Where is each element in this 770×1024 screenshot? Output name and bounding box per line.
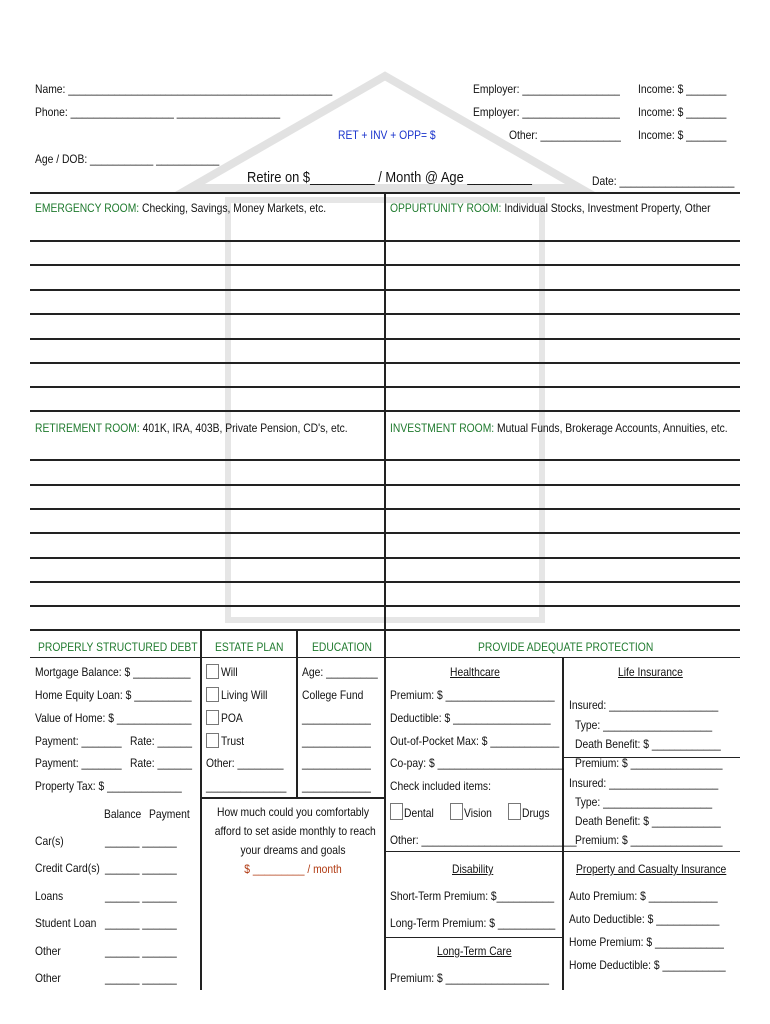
debt-row-label: Other bbox=[35, 971, 61, 985]
payment-field-1[interactable]: Payment: _______ bbox=[35, 734, 122, 748]
auto-deductible-field[interactable]: Auto Deductible: $ ___________ bbox=[569, 912, 720, 926]
goal-line-2: afford to set aside monthly to reach bbox=[214, 824, 376, 838]
opportunity-room-desc: Individual Stocks, Investment Property, Other bbox=[504, 201, 711, 215]
room-line[interactable] bbox=[30, 313, 740, 315]
education-age-field[interactable]: Age: _________ bbox=[302, 665, 378, 679]
room-line[interactable] bbox=[30, 264, 740, 266]
goal-box bbox=[202, 805, 384, 876]
life-insured-field-2[interactable]: Insured: ___________________ bbox=[569, 776, 719, 790]
goal-line-3: your dreams and goals bbox=[240, 843, 346, 857]
estate-other-field[interactable]: Other: ________ bbox=[206, 756, 284, 770]
debt-row-blanks[interactable]: ______ ______ bbox=[105, 971, 177, 985]
home-deductible-field[interactable]: Home Deductible: $ ___________ bbox=[569, 958, 726, 972]
life-bottom-line bbox=[562, 851, 740, 852]
debt-row-label: Credit Card(s) bbox=[35, 861, 100, 875]
college-fund-label: College Fund bbox=[302, 688, 364, 702]
opportunity-room-title: OPPURTUNITY ROOM: bbox=[390, 201, 502, 215]
estate-title: ESTATE PLAN bbox=[215, 640, 284, 654]
income-field-2[interactable]: Income: $ _______ bbox=[638, 105, 727, 119]
death-benefit-field-1[interactable]: Death Benefit: $ ____________ bbox=[575, 737, 721, 751]
healthcare-other-field[interactable]: Other: ___________________________ bbox=[390, 833, 577, 847]
debt-row-label: Car(s) bbox=[35, 834, 64, 848]
home-value-field[interactable]: Value of Home: $ _____________ bbox=[35, 711, 192, 725]
payment-column-header: Payment bbox=[149, 807, 190, 821]
formula-label: RET + INV + OPP= $ bbox=[338, 128, 436, 142]
estate-other-blank[interactable]: ______________ bbox=[206, 779, 287, 793]
name-field[interactable]: Name: ______________________________________________ bbox=[35, 82, 333, 96]
estate-item-label: Living Will bbox=[221, 688, 268, 702]
college-fund-blank-1[interactable]: ____________ bbox=[302, 711, 371, 725]
room-line[interactable] bbox=[30, 289, 740, 291]
emergency-room-title: EMERGENCY ROOM: bbox=[35, 201, 140, 215]
room-line[interactable] bbox=[30, 581, 740, 583]
retirement-room-title: RETIREMENT ROOM: bbox=[35, 421, 140, 435]
debt-row-blanks[interactable]: ______ ______ bbox=[105, 889, 177, 903]
goal-line-1: How much could you comfortably bbox=[216, 805, 370, 819]
estate-checkbox[interactable] bbox=[206, 687, 219, 702]
room-line[interactable] bbox=[30, 508, 740, 510]
estate-title-underline bbox=[200, 657, 384, 658]
emergency-room-header bbox=[35, 201, 326, 215]
estate-checkbox[interactable] bbox=[206, 664, 219, 679]
education-title: EDUCATION bbox=[312, 640, 373, 654]
college-fund-blank-3[interactable]: ____________ bbox=[302, 756, 371, 770]
healthcare-item-label: Drugs bbox=[522, 806, 550, 820]
long-term-premium-field[interactable]: Long-Term Premium: $ __________ bbox=[390, 916, 556, 930]
healthcare-checkbox[interactable] bbox=[508, 803, 521, 820]
emergency-room-desc: Checking, Savings, Money Markets, etc. bbox=[142, 201, 327, 215]
employer-field-1[interactable]: Employer: _________________ bbox=[473, 82, 620, 96]
debt-row-label: Student Loan bbox=[35, 916, 97, 930]
room-line[interactable] bbox=[30, 532, 740, 534]
balance-column-header: Balance bbox=[104, 807, 142, 821]
debt-row-blanks[interactable]: ______ ______ bbox=[105, 834, 177, 848]
healthcare-deductible-field[interactable]: Deductible: $ _________________ bbox=[390, 711, 551, 725]
income-field-1[interactable]: Income: $ _______ bbox=[638, 82, 727, 96]
disability-bottom-line bbox=[384, 937, 562, 938]
middle-border bbox=[30, 410, 740, 412]
home-equity-field[interactable]: Home Equity Loan: $ __________ bbox=[35, 688, 192, 702]
death-benefit-field-2[interactable]: Death Benefit: $ ____________ bbox=[575, 814, 721, 828]
healthcare-bottom-line bbox=[384, 851, 562, 852]
ltc-title: Long-Term Care bbox=[437, 944, 512, 958]
healthcare-premium-field[interactable]: Premium: $ ___________________ bbox=[390, 688, 555, 702]
healthcare-checkbox[interactable] bbox=[390, 803, 403, 820]
room-line[interactable] bbox=[30, 386, 740, 388]
estate-education-divider bbox=[296, 630, 298, 798]
life-insured-field-1[interactable]: Insured: ___________________ bbox=[569, 698, 719, 712]
life-type-field-2[interactable]: Type: ___________________ bbox=[575, 795, 713, 809]
disability-title: Disability bbox=[452, 862, 494, 876]
date-field[interactable]: Date: ____________________ bbox=[592, 174, 735, 188]
auto-premium-field[interactable]: Auto Premium: $ ____________ bbox=[569, 889, 718, 903]
income-field-3[interactable]: Income: $ _______ bbox=[638, 128, 727, 142]
room-line[interactable] bbox=[30, 605, 740, 607]
protection-center-divider bbox=[562, 657, 564, 990]
investment-room-title: INVESTMENT ROOM: bbox=[390, 421, 495, 435]
phone-field[interactable]: Phone: __________________ __________________ bbox=[35, 105, 281, 119]
oop-max-field[interactable]: Out-of-Pocket Max: $ ____________ bbox=[390, 734, 560, 748]
healthcare-title: Healthcare bbox=[450, 665, 500, 679]
room-line[interactable] bbox=[30, 557, 740, 559]
ltc-premium-field[interactable]: Premium: $ __________________ bbox=[390, 971, 549, 985]
other-income-field[interactable]: Other: ______________ bbox=[509, 128, 621, 142]
estate-item-label: Will bbox=[221, 665, 238, 679]
protection-left-divider bbox=[384, 630, 386, 990]
room-line[interactable] bbox=[30, 338, 740, 340]
pc-insurance-title: Property and Casualty Insurance bbox=[576, 862, 727, 876]
mortgage-balance-field[interactable]: Mortgage Balance: $ __________ bbox=[35, 665, 191, 679]
debt-title-underline bbox=[30, 657, 200, 658]
life-premium-field-2[interactable]: Premium: $ ________________ bbox=[575, 833, 723, 847]
life-premium-field-1[interactable]: Premium: $ ________________ bbox=[575, 756, 723, 770]
debt-row-blanks[interactable]: ______ ______ bbox=[105, 861, 177, 875]
check-items-label: Check included items: bbox=[390, 779, 491, 793]
payment-field-2[interactable]: Payment: _______ bbox=[35, 756, 122, 770]
debt-row-label: Other bbox=[35, 944, 61, 958]
retirement-room-desc: 401K, IRA, 403B, Private Pension, CD's, etc. bbox=[142, 421, 348, 435]
estate-checkbox[interactable] bbox=[206, 710, 219, 725]
estate-item-label: POA bbox=[221, 711, 243, 725]
retire-field[interactable]: Retire on $_________ / Month @ Age _________ bbox=[247, 169, 532, 186]
rate-field-2[interactable]: Rate: ______ bbox=[130, 756, 192, 770]
healthcare-item-label: Dental bbox=[404, 806, 434, 820]
room-line[interactable] bbox=[30, 240, 740, 242]
age-dob-field[interactable]: Age / DOB: ___________ ___________ bbox=[35, 152, 220, 166]
debt-row-blanks[interactable]: ______ ______ bbox=[105, 916, 177, 930]
protection-title-underline bbox=[384, 657, 740, 658]
room-line[interactable] bbox=[30, 362, 740, 364]
room-line[interactable] bbox=[30, 459, 740, 461]
retirement-room-header bbox=[35, 421, 348, 435]
healthcare-checkbox[interactable] bbox=[450, 803, 463, 820]
property-tax-field[interactable]: Property Tax: $ _____________ bbox=[35, 779, 182, 793]
short-term-premium-field[interactable]: Short-Term Premium: $__________ bbox=[390, 889, 555, 903]
debt-row-blanks[interactable]: ______ ______ bbox=[105, 944, 177, 958]
healthcare-item-label: Vision bbox=[464, 806, 492, 820]
rate-field-1[interactable]: Rate: ______ bbox=[130, 734, 192, 748]
investment-room-desc: Mutual Funds, Brokerage Accounts, Annuities, etc. bbox=[497, 421, 728, 435]
estate-item-label: Trust bbox=[221, 734, 245, 748]
estate-checkbox[interactable] bbox=[206, 733, 219, 748]
goal-box-top bbox=[200, 797, 384, 799]
debt-row-label: Loans bbox=[35, 889, 64, 903]
life-type-field-1[interactable]: Type: ___________________ bbox=[575, 718, 713, 732]
life-insurance-title: Life Insurance bbox=[618, 665, 683, 679]
home-premium-field[interactable]: Home Premium: $ ____________ bbox=[569, 935, 724, 949]
opportunity-room-header bbox=[390, 201, 711, 215]
room-line[interactable] bbox=[30, 484, 740, 486]
investment-room-header bbox=[390, 421, 728, 435]
college-fund-blank-2[interactable]: ____________ bbox=[302, 734, 371, 748]
goal-amount-field[interactable]: $ _________ / month bbox=[244, 862, 342, 876]
copay-field[interactable]: Co-pay: $ ______________________ bbox=[390, 756, 564, 770]
debt-title: PROPERLY STRUCTURED DEBT bbox=[38, 640, 198, 654]
college-fund-blank-4[interactable]: ____________ bbox=[302, 779, 371, 793]
protection-title: PROVIDE ADEQUATE PROTECTION bbox=[478, 640, 654, 654]
employer-field-2[interactable]: Employer: _________________ bbox=[473, 105, 620, 119]
